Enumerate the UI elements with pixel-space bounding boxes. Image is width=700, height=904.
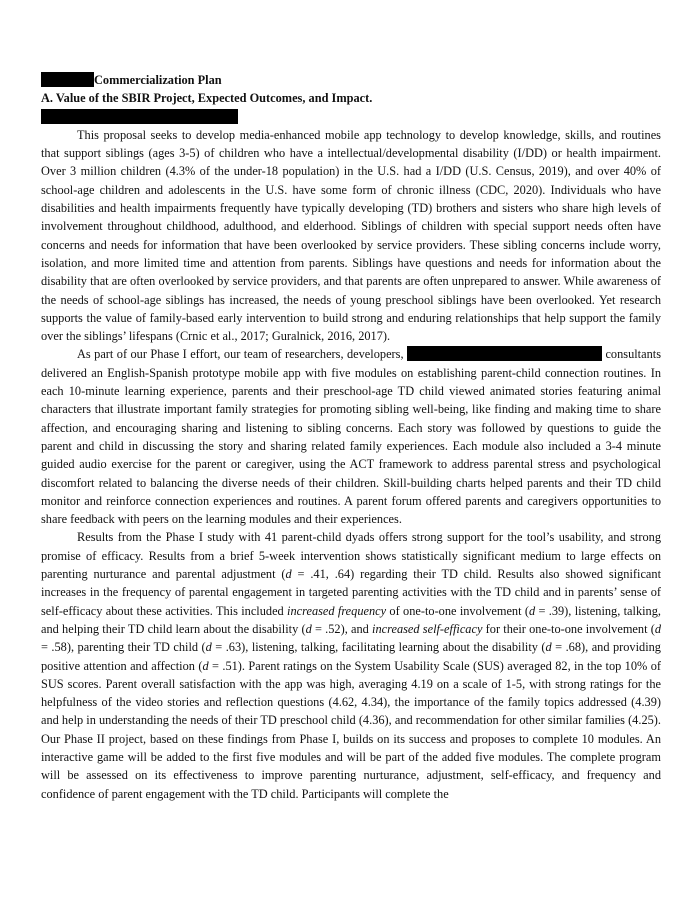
- redaction-bar: [41, 72, 94, 87]
- results-text: Results from the Phase I study with 41 parent-child dyads offers strong support for the tool’s usability, and strong promise of efficacy. Results from a brief 5-week intervention shows statistically significant medium to large effects on parenting nurturance and parental adjustment (: [41, 530, 661, 582]
- paragraph-intro: This proposal seeks to develop media-enhanced mobile app technology to develop knowledge, skills, and routines that support siblings (ages 3-5) of children who have a intellectual/developmental disability (I/DD) or health impairment. Over 3 million children (4.3% of the under-18 population) in the U.S. had a I/DD (U.S. Census, 2019), and over 40% of school-age children and adolescents in the U.S. have some form of chronic illness (CDC, 2020). Individuals who have disabilities and health impairments frequently have typically developing (TD) brothers and sisters who share high levels of involvement throughout childhood, adulthood, and elderhood. Siblings of children with special support needs often have concerns and needs for information that have been overlooked by service providers. These sibling concerns include worry, isolation, and more limited time and attention from parents. Siblings have questions and needs for information about the disability that are often overlooked by service providers, and that parents are often unprepared to answer. While awareness of the needs of school-age siblings has increased, the needs of young preschool siblings have been overlooked. Yet research supports the value of family-based early intervention to build strong and enduring relationships that help support the family over the siblings’ lifespans (Crnic et al., 2017; Guralnick, 2016, 2017).: [41, 127, 661, 344]
- redacted-line: [41, 108, 661, 126]
- effect-size-symbol: d: [305, 621, 312, 636]
- redaction-bar: [407, 346, 602, 361]
- paragraph-phase-one-rest: consultants delivered an English-Spanish prototype mobile app with five modules on establishing parent-child connection routines. In each 10-minute learning experience, parents and their preschool-age TD child viewed animated stories featuring animal characters that illustrate important family strategies for promoting sibling well-being, like finding and making time to share affection, and encouraging sharing and listening to sibling concerns. Each story was followed by questions to guide the parent and child in discussing the story and sharing related family experiences. Each module also included a 3-4 minute guided audio exercise for the parent or caregiver, using the ACT framework to address parental stress and psychological discomfort related to balancing the diverse needs of their children. Skill-building charts helped parents and their TD child monitor and reinforce connection experiences and routines. A parent forum offered parents and caregivers opportunities to share feedback with peers on the learning modules and their experiences.: [41, 347, 661, 527]
- plan-title: Commercialization Plan: [94, 73, 222, 87]
- results-text: = .52), and: [311, 621, 373, 636]
- effect-size-symbol: d: [205, 640, 212, 655]
- paragraph-phase-one-start: As part of our Phase I effort, our team of researchers, developers,: [77, 347, 404, 362]
- plan-title-line: [41, 71, 661, 89]
- redaction-bar: [41, 109, 238, 124]
- results-text: = .39), listening, talking, and helping their TD child learn about the disability (: [41, 603, 661, 636]
- effect-size-symbol: d: [285, 567, 292, 582]
- emphasis-increased-frequency: increased frequency: [287, 603, 387, 618]
- effect-size-symbol: d: [528, 603, 536, 618]
- effect-size-symbol: d: [202, 658, 209, 673]
- results-text: = .41, .64) regarding their TD child. Results also showed significant increases in the frequency of parental engagement in targeted parenting activities with the TD child and in parents’ sense of self-efficacy about these activities. This included: [41, 567, 662, 618]
- results-text: = .51). Parent ratings on the System Usability Scale (SUS) averaged 82, in the top 10% of SUS scores. Parent overall satisfaction with the app was high, averaging 4.19 on a scale of 1-5, with strong ratings for the helpfulness of the video stories and reflection questions (4.62, 4.34), the importance of the family topics addressed (4.39) and help in understanding the needs of their TD preschool child (4.36), and recommendation for other similar families (4.25). Our Phase II project, based on these findings from Phase I, builds on its success and proposes to complete 10 modules. An interactive game will be added to the first five modules and will be part of the added five modules. The complete program will be assessed on its effectiveness to improve parenting nurturance, adjustment, self-efficacy, and frequency and confidence of parent engagement with the TD child. Participants will complete the: [41, 658, 661, 801]
- results-text: of one-to-one involvement (: [386, 603, 529, 618]
- results-text: = .58), parenting their TD child (: [41, 640, 206, 655]
- results-text: = .63), listening, talking, facilitating learning about the disability (: [211, 640, 546, 655]
- paragraph-results: [41, 528, 661, 802]
- emphasis-increased-self-efficacy: increased self-efficacy: [372, 621, 483, 636]
- document-page: [41, 71, 661, 803]
- results-text: for their one-to-one involvement (: [482, 621, 655, 636]
- paragraph-phase-one: [41, 345, 661, 528]
- results-text: = .68), and providing positive attention and affection (: [41, 640, 661, 673]
- section-heading: A. Value of the SBIR Project, Expected Outcomes, and Impact.: [41, 91, 373, 106]
- effect-size-symbol: d: [654, 621, 661, 636]
- effect-size-symbol: d: [545, 640, 552, 655]
